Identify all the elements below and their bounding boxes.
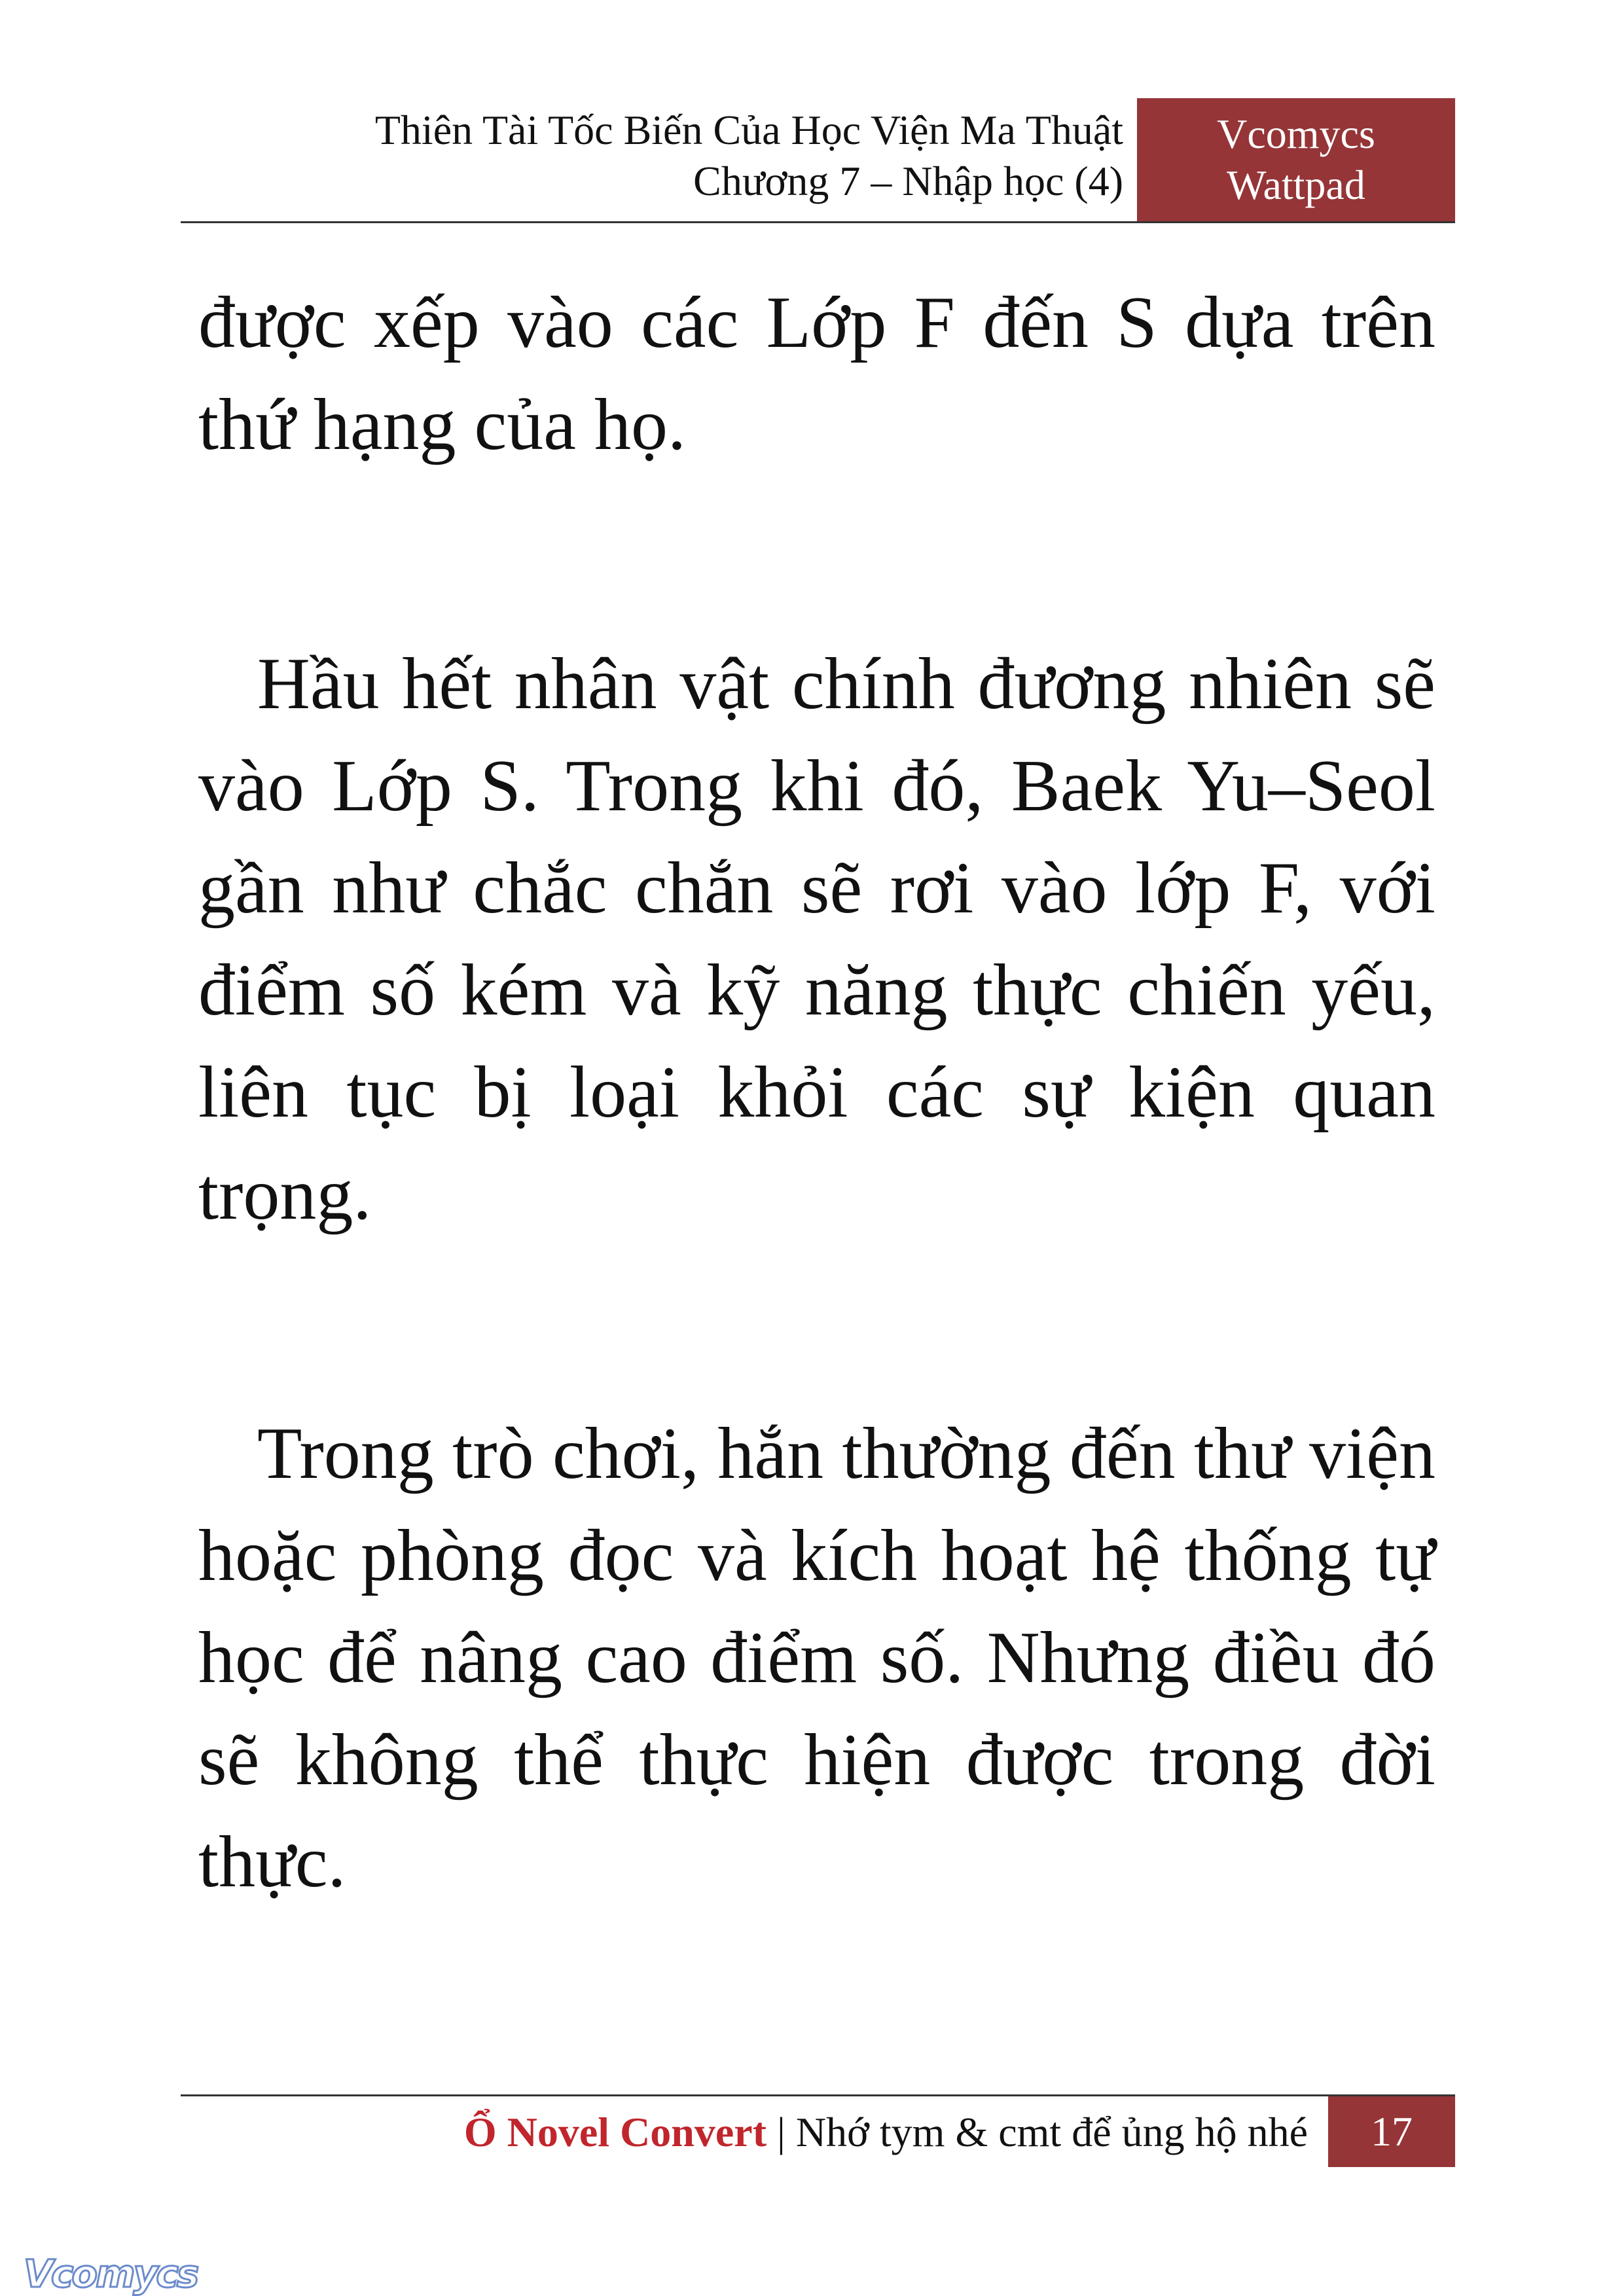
footer-brand: Ổ Novel Convert (463, 2109, 767, 2155)
header-divider (181, 221, 1455, 223)
chapter-title: Chương 7 – Nhập học (4) (693, 158, 1123, 204)
page-content (198, 272, 1435, 1913)
footer-separator: | (777, 2109, 785, 2155)
running-header (181, 105, 1123, 207)
paragraph-2: Hầu hết nhân vật chính đương nhiên sẽ vào Lớp S. Trong khi đó, Baek Yu–Seol gần như chắc chắn sẽ rơi vào lớp F, với điểm số kém và kỹ năng thực chiến yếu, liên tục bị loại khỏi các sự kiện quan trọng. (198, 643, 1435, 1235)
paragraph-3: Trong trò chơi, hắn thường đến thư viện hoặc phòng đọc và kích hoạt hệ thống tự học để nâng cao điểm số. Nhưng điều đó sẽ không thể thực hiện được trong đời thực. (198, 1413, 1435, 1903)
header-brand-box (1137, 98, 1455, 221)
watermark-logo: Vcomycs (24, 2251, 198, 2296)
paragraph-1: được xếp vào các Lớp F đến S dựa trên thứ hạng của họ. (198, 282, 1435, 465)
footer-line (181, 2106, 1308, 2159)
paragraph-gap (198, 476, 1435, 633)
header-brand-line2: Wattpad (1227, 162, 1365, 208)
page-number: 17 (1328, 2096, 1455, 2167)
footer-message: Nhớ tym & cmt để ủng hộ nhé (795, 2109, 1308, 2155)
book-title: Thiên Tài Tốc Biến Của Học Viện Ma Thuật (374, 107, 1123, 153)
footer-divider (181, 2094, 1455, 2096)
paragraph-gap (198, 1246, 1435, 1403)
header-brand-line1: Vcomycs (1217, 111, 1375, 157)
